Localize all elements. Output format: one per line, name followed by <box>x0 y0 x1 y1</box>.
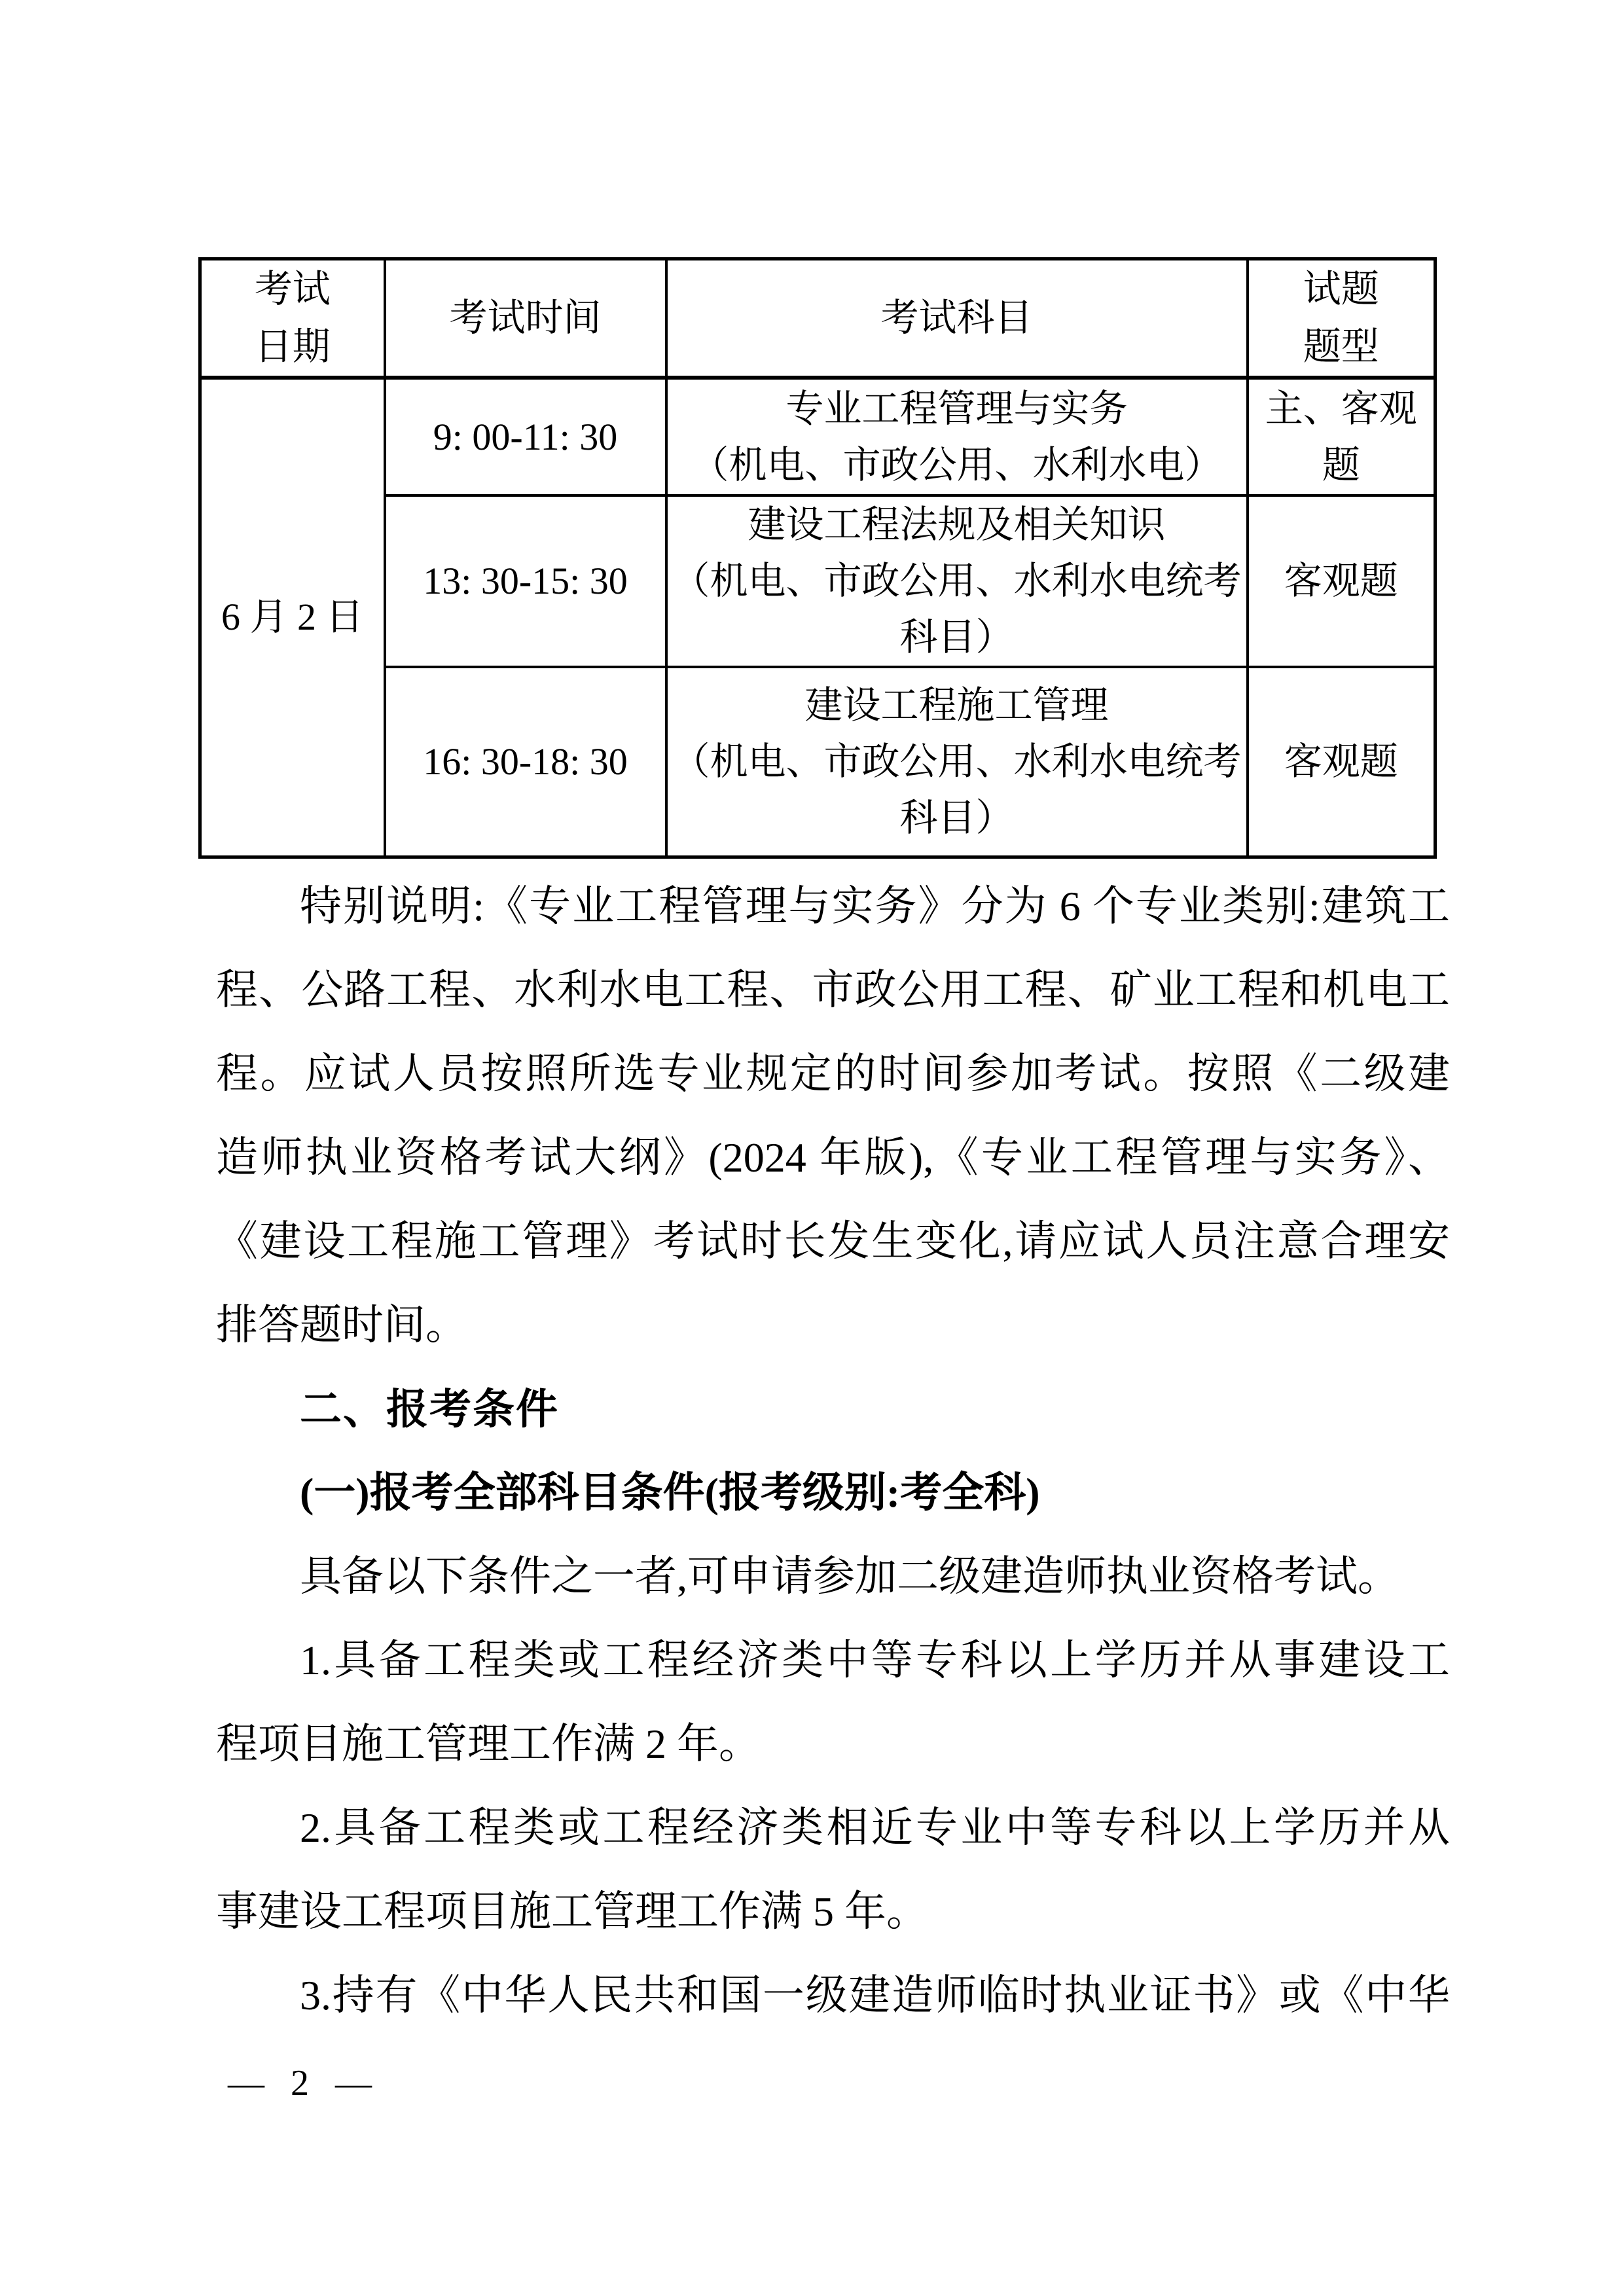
exam-schedule-table <box>198 257 1437 859</box>
text-line: 《建设工程施工管理》考试时长发生变化,请应试人员注意合理安 <box>216 1218 1450 1265</box>
type-line: 客观题 <box>1284 740 1398 783</box>
type-line: 客观题 <box>1284 560 1398 602</box>
text-line: 程项目施工管理工作满 2 年。 <box>216 1721 761 1767</box>
text-line: 排答题时间。 <box>216 1302 467 1348</box>
exam-subject-cell <box>666 667 1248 857</box>
header-line: 题型 <box>1303 325 1379 368</box>
page-number: — 2 — <box>228 2063 372 2104</box>
text-line: 3.持有《中华人民共和国一级建造师临时执业证书》或《中华 <box>300 1972 1450 2018</box>
subject-line: 科目） <box>899 796 1014 839</box>
exam-time-cell: 13: 30-15: 30 <box>385 495 666 667</box>
text-line: 程、公路工程、水利水电工程、市政公用工程、矿业工程和机电工 <box>216 967 1450 1013</box>
subject-line: （机电、市政公用、水利水电统考 <box>672 740 1242 783</box>
header-line: 日期 <box>254 325 331 368</box>
subject-line: 科目） <box>899 616 1014 658</box>
table-row <box>200 667 1435 857</box>
subject-line: （机电、市政公用、水利水电） <box>691 443 1223 486</box>
exam-date-cell: 6 月 2 日 <box>200 378 385 857</box>
table-row <box>200 495 1435 667</box>
exam-time-cell: 9: 00-11: 30 <box>385 378 666 495</box>
header-line: 考试科目 <box>880 296 1033 339</box>
exam-time-cell: 16: 30-18: 30 <box>385 667 666 857</box>
text-line: (一)报考全部科目条件(报考级别:考全科) <box>300 1469 1040 1516</box>
text-line: 二、报考条件 <box>300 1386 559 1433</box>
header-line: 试题 <box>1303 268 1379 310</box>
text-line: 2.具备工程类或工程经济类相近专业中等专科以上学历并从 <box>300 1804 1450 1851</box>
subject-line: （机电、市政公用、水利水电统考 <box>672 560 1242 602</box>
type-line: 题 <box>1322 443 1360 486</box>
text-line: 程。应试人员按照所选专业规定的时间参加考试。按照《二级建 <box>216 1050 1450 1097</box>
table-row <box>200 378 1435 495</box>
body-text <box>216 865 1450 2037</box>
question-type-cell <box>1248 378 1435 495</box>
subject-line: 建设工程法规及相关知识 <box>748 503 1166 546</box>
type-line: 主、客观 <box>1265 387 1417 430</box>
header-cell-question-type <box>1248 259 1435 378</box>
exam-subject-cell <box>666 378 1248 495</box>
header-line: 考试时间 <box>449 296 602 339</box>
text-line: 1.具备工程类或工程经济类中等专科以上学历并从事建设工 <box>300 1637 1450 1683</box>
header-cell-exam-subject <box>666 259 1248 378</box>
header-cell-exam-date <box>200 259 385 378</box>
exam-subject-cell <box>666 495 1248 667</box>
text-line: 事建设工程项目施工管理工作满 5 年。 <box>216 1888 928 1935</box>
question-type-cell <box>1248 667 1435 857</box>
header-cell-exam-time <box>385 259 666 378</box>
table-header-row <box>200 259 1435 378</box>
text-line: 具备以下条件之一者,可申请参加二级建造师执业资格考试。 <box>300 1553 1399 1600</box>
text-line: 特别说明:《专业工程管理与实务》分为 6 个专业类别:建筑工 <box>300 883 1450 929</box>
header-line: 考试 <box>254 268 331 310</box>
text-line: 造师执业资格考试大纲》(2024 年版),《专业工程管理与实务》、 <box>216 1134 1450 1181</box>
question-type-cell <box>1248 495 1435 667</box>
subject-line: 建设工程施工管理 <box>804 683 1109 726</box>
subject-line: 专业工程管理与实务 <box>785 387 1128 430</box>
